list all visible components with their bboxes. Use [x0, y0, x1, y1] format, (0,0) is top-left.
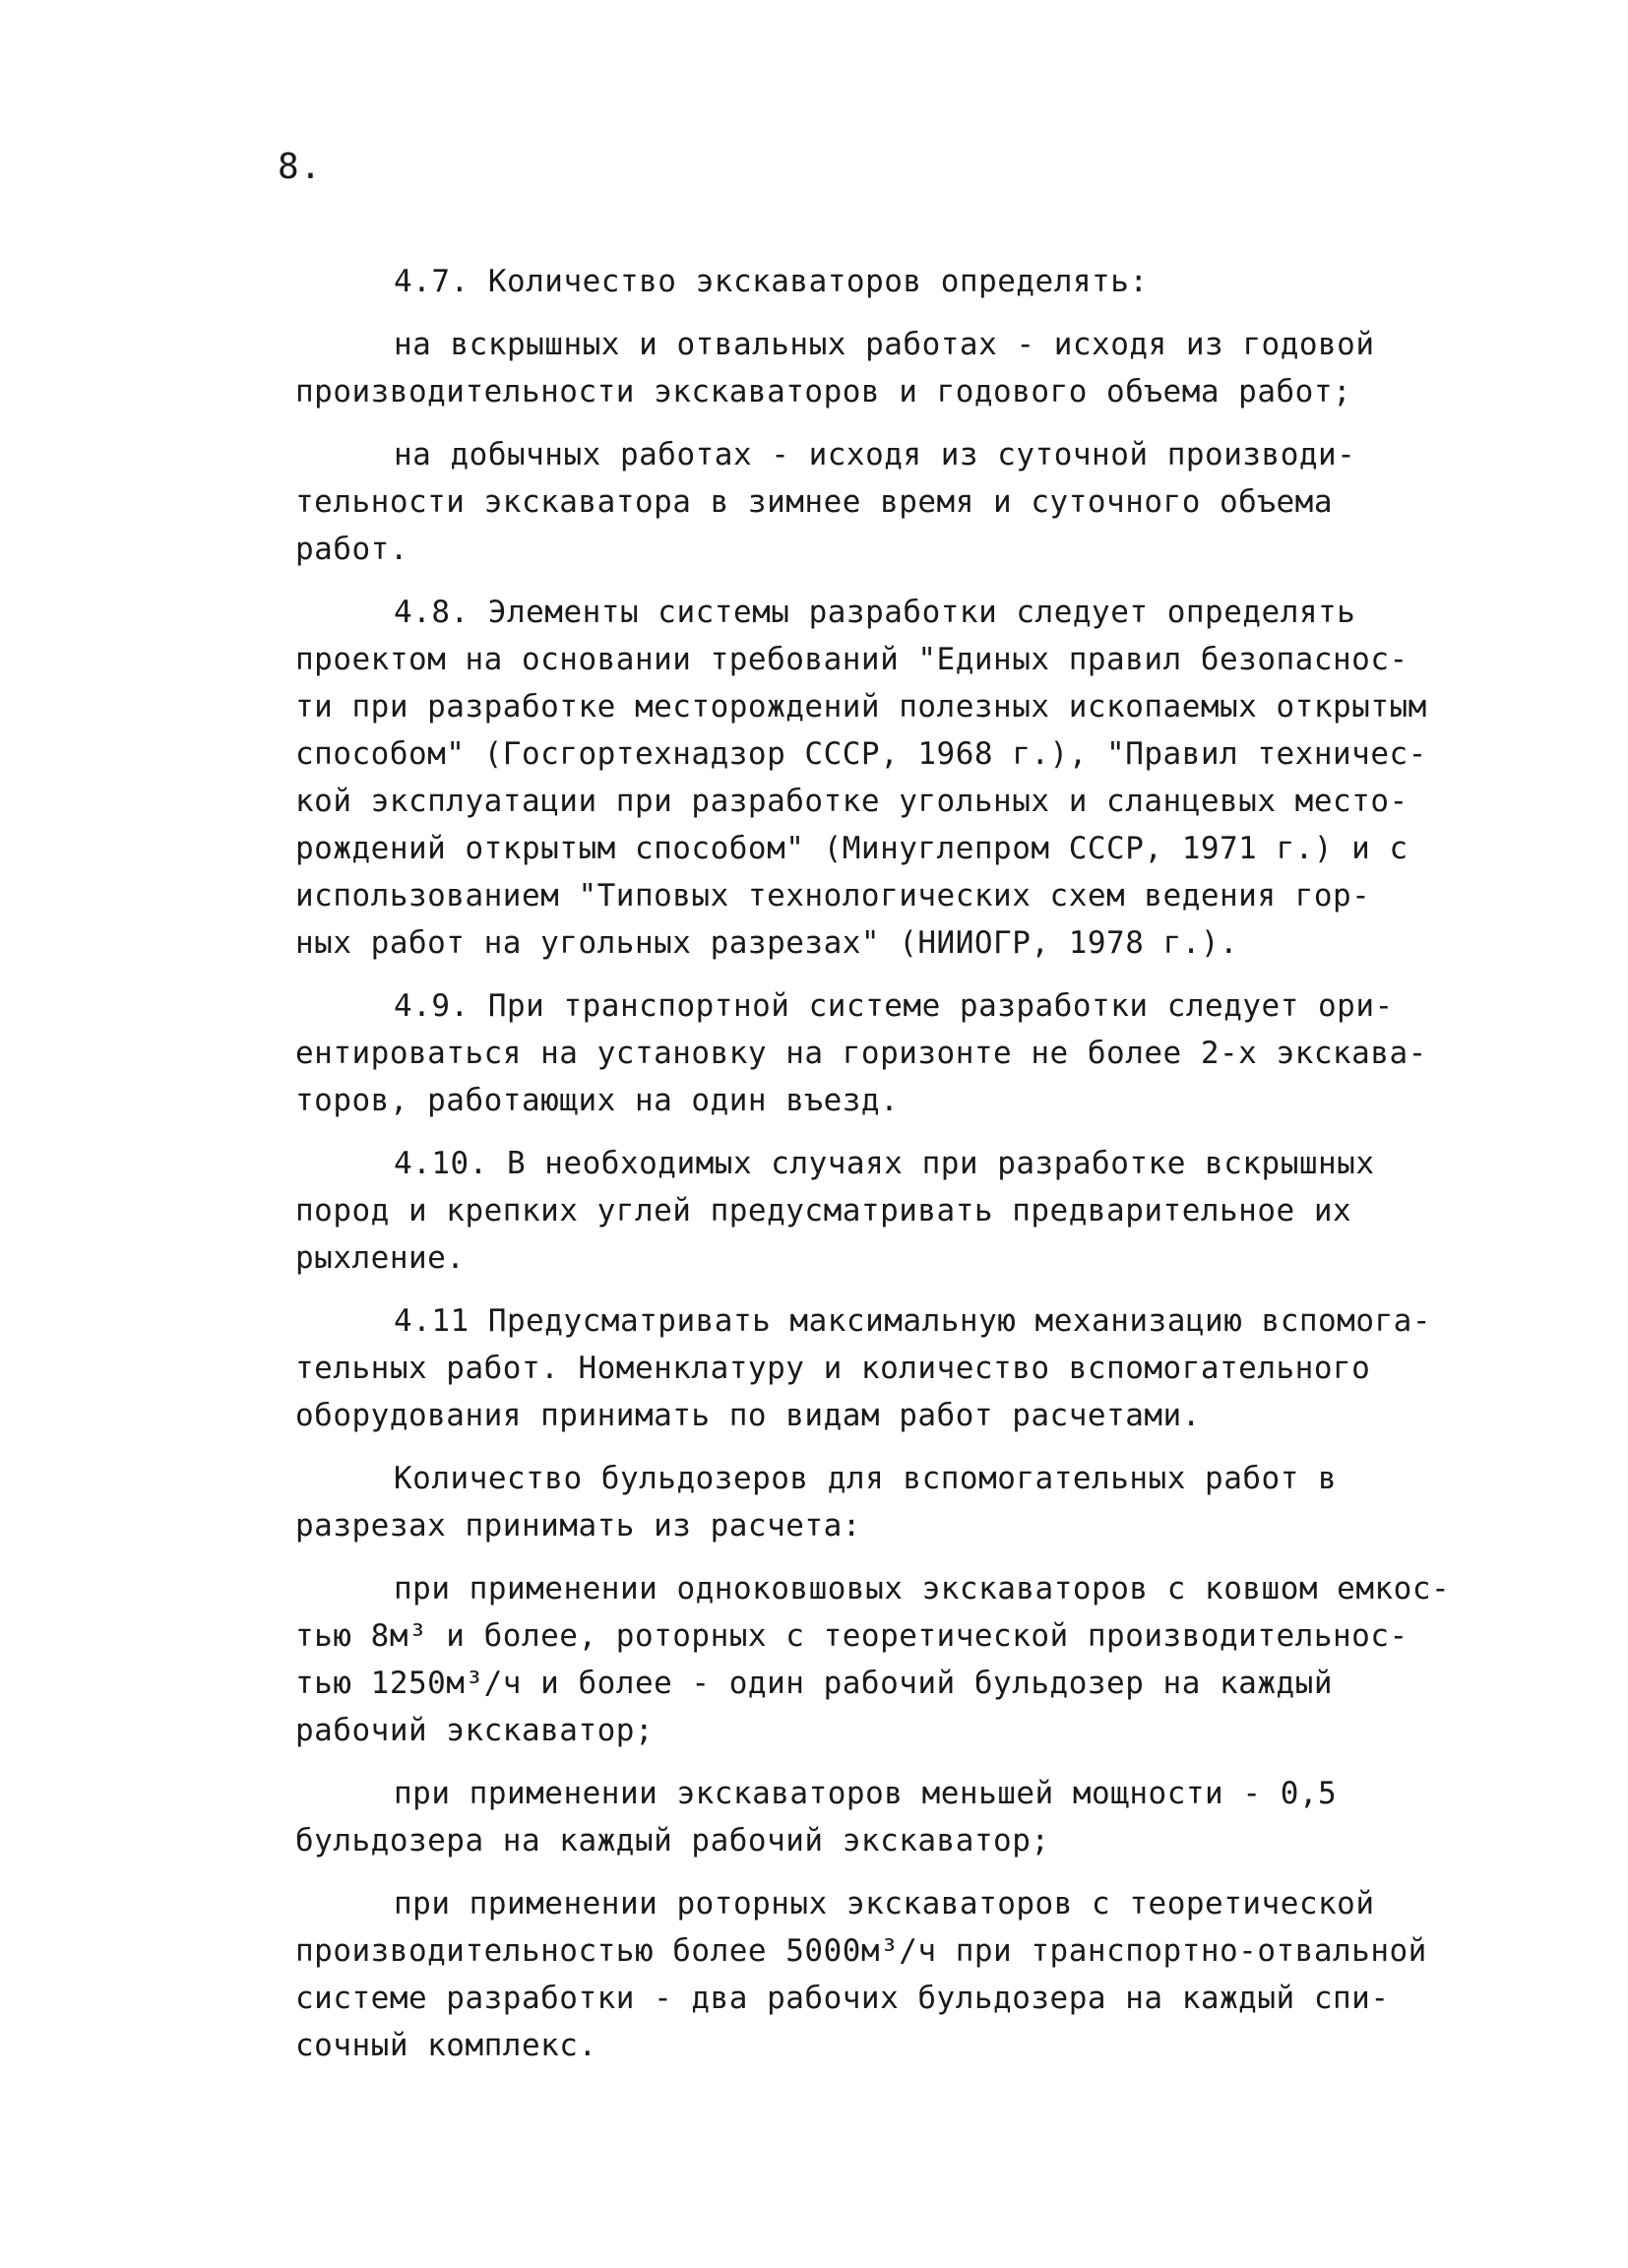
paragraph-rotary-excavators [197, 1880, 1427, 2069]
text-line: ных работ на угольных разрезах" (НИИОГР, 1978 г.). [295, 925, 1239, 961]
text-line: тью 1250м³/ч и более - один рабочий бульдозер на каждый [295, 1666, 1333, 1701]
text-line: бульдозера на каждый рабочий экскаватор; [295, 1823, 1050, 1858]
text-line: 4.9. При транспортной системе разработки следует ори- [394, 988, 1394, 1024]
paragraph-smaller-excavators [197, 1770, 1427, 1864]
text-line: тельности экскаватора в зимнее время и суточного объема [295, 484, 1333, 520]
text-line: работ. [295, 532, 408, 567]
paragraph-overburden [197, 321, 1427, 415]
paragraph-4-10 [197, 1140, 1427, 1282]
text-line: сочный комплекс. [295, 2028, 597, 2063]
text-line: кой эксплуатации при разработке угольных и сланцевых место- [295, 784, 1409, 819]
text-line: 4.11 Предусматривать максимальную механизацию вспомога- [394, 1303, 1431, 1339]
text-line: 4.10. В необходимых случаях при разработке вскрышных [394, 1146, 1375, 1181]
text-line: проектом на основании требований "Единых правил безопаснос- [295, 642, 1409, 677]
text-line: пород и крепких углей предусматривать предварительное их [295, 1193, 1352, 1228]
text-line: 4.7. Количество экскаваторов определять: [394, 264, 1149, 299]
text-line: на добычных работах - исходя из суточной производи- [394, 437, 1356, 472]
paragraph-4-9 [197, 982, 1427, 1124]
text-line: тью 8м³ и более, роторных с теоретической производительнос- [295, 1618, 1409, 1654]
page-number: 8. [278, 147, 323, 187]
text-line: оборудования принимать по видам работ расчетами. [295, 1398, 1201, 1433]
paragraph-4-7 [197, 258, 1427, 305]
text-line: рождений открытым способом" (Минуглепром СССР, 1971 г.) и с [295, 831, 1409, 866]
text-line: ти при разработке месторождений полезных ископаемых открытым [295, 689, 1427, 724]
text-line: производительности экскаваторов и годового объема работ; [295, 374, 1352, 410]
text-line: при применении роторных экскаваторов с теоретической [394, 1886, 1375, 1922]
text-line: 4.8. Элементы системы разработки следует определять [394, 595, 1356, 630]
paragraph-4-11 [197, 1297, 1431, 1439]
text-line: использованием "Типовых технологических схем ведения гор- [295, 878, 1371, 914]
text-line: торов, работающих на один въезд. [295, 1083, 900, 1118]
paragraph-4-8 [197, 589, 1427, 967]
text-line: рабочий экскаватор; [295, 1713, 655, 1748]
text-line: рыхление. [295, 1240, 466, 1276]
text-line: при применении экскаваторов меньшей мощности - 0,5 [394, 1776, 1338, 1811]
text-line: тельных работ. Номенклатуру и количество вспомогательного [295, 1351, 1371, 1386]
text-line: способом" (Госгортехнадзор СССР, 1968 г.), "Правил техничес- [295, 736, 1427, 772]
text-line: разрезах принимать из расчета: [295, 1508, 861, 1544]
text-line: ентироваться на установку на горизонте не более 2-х экскава- [295, 1036, 1427, 1071]
paragraph-bulldozer-count [197, 1455, 1427, 1549]
text-line: системе разработки - два рабочих бульдозера на каждый спи- [295, 1981, 1390, 2016]
text-line: производительностью более 5000м³/ч при транспортно-отвальной [295, 1933, 1427, 1969]
text-line: на вскрышных и отвальных работах - исходя из годовой [394, 327, 1375, 362]
paragraph-mining [197, 431, 1427, 573]
paragraph-single-bucket [197, 1565, 1451, 1754]
document-body [197, 258, 1451, 2085]
text-line: при применении одноковшовых экскаваторов с ковшом емкос- [394, 1571, 1451, 1606]
text-line: Количество бульдозеров для вспомогательных работ в [394, 1461, 1338, 1496]
